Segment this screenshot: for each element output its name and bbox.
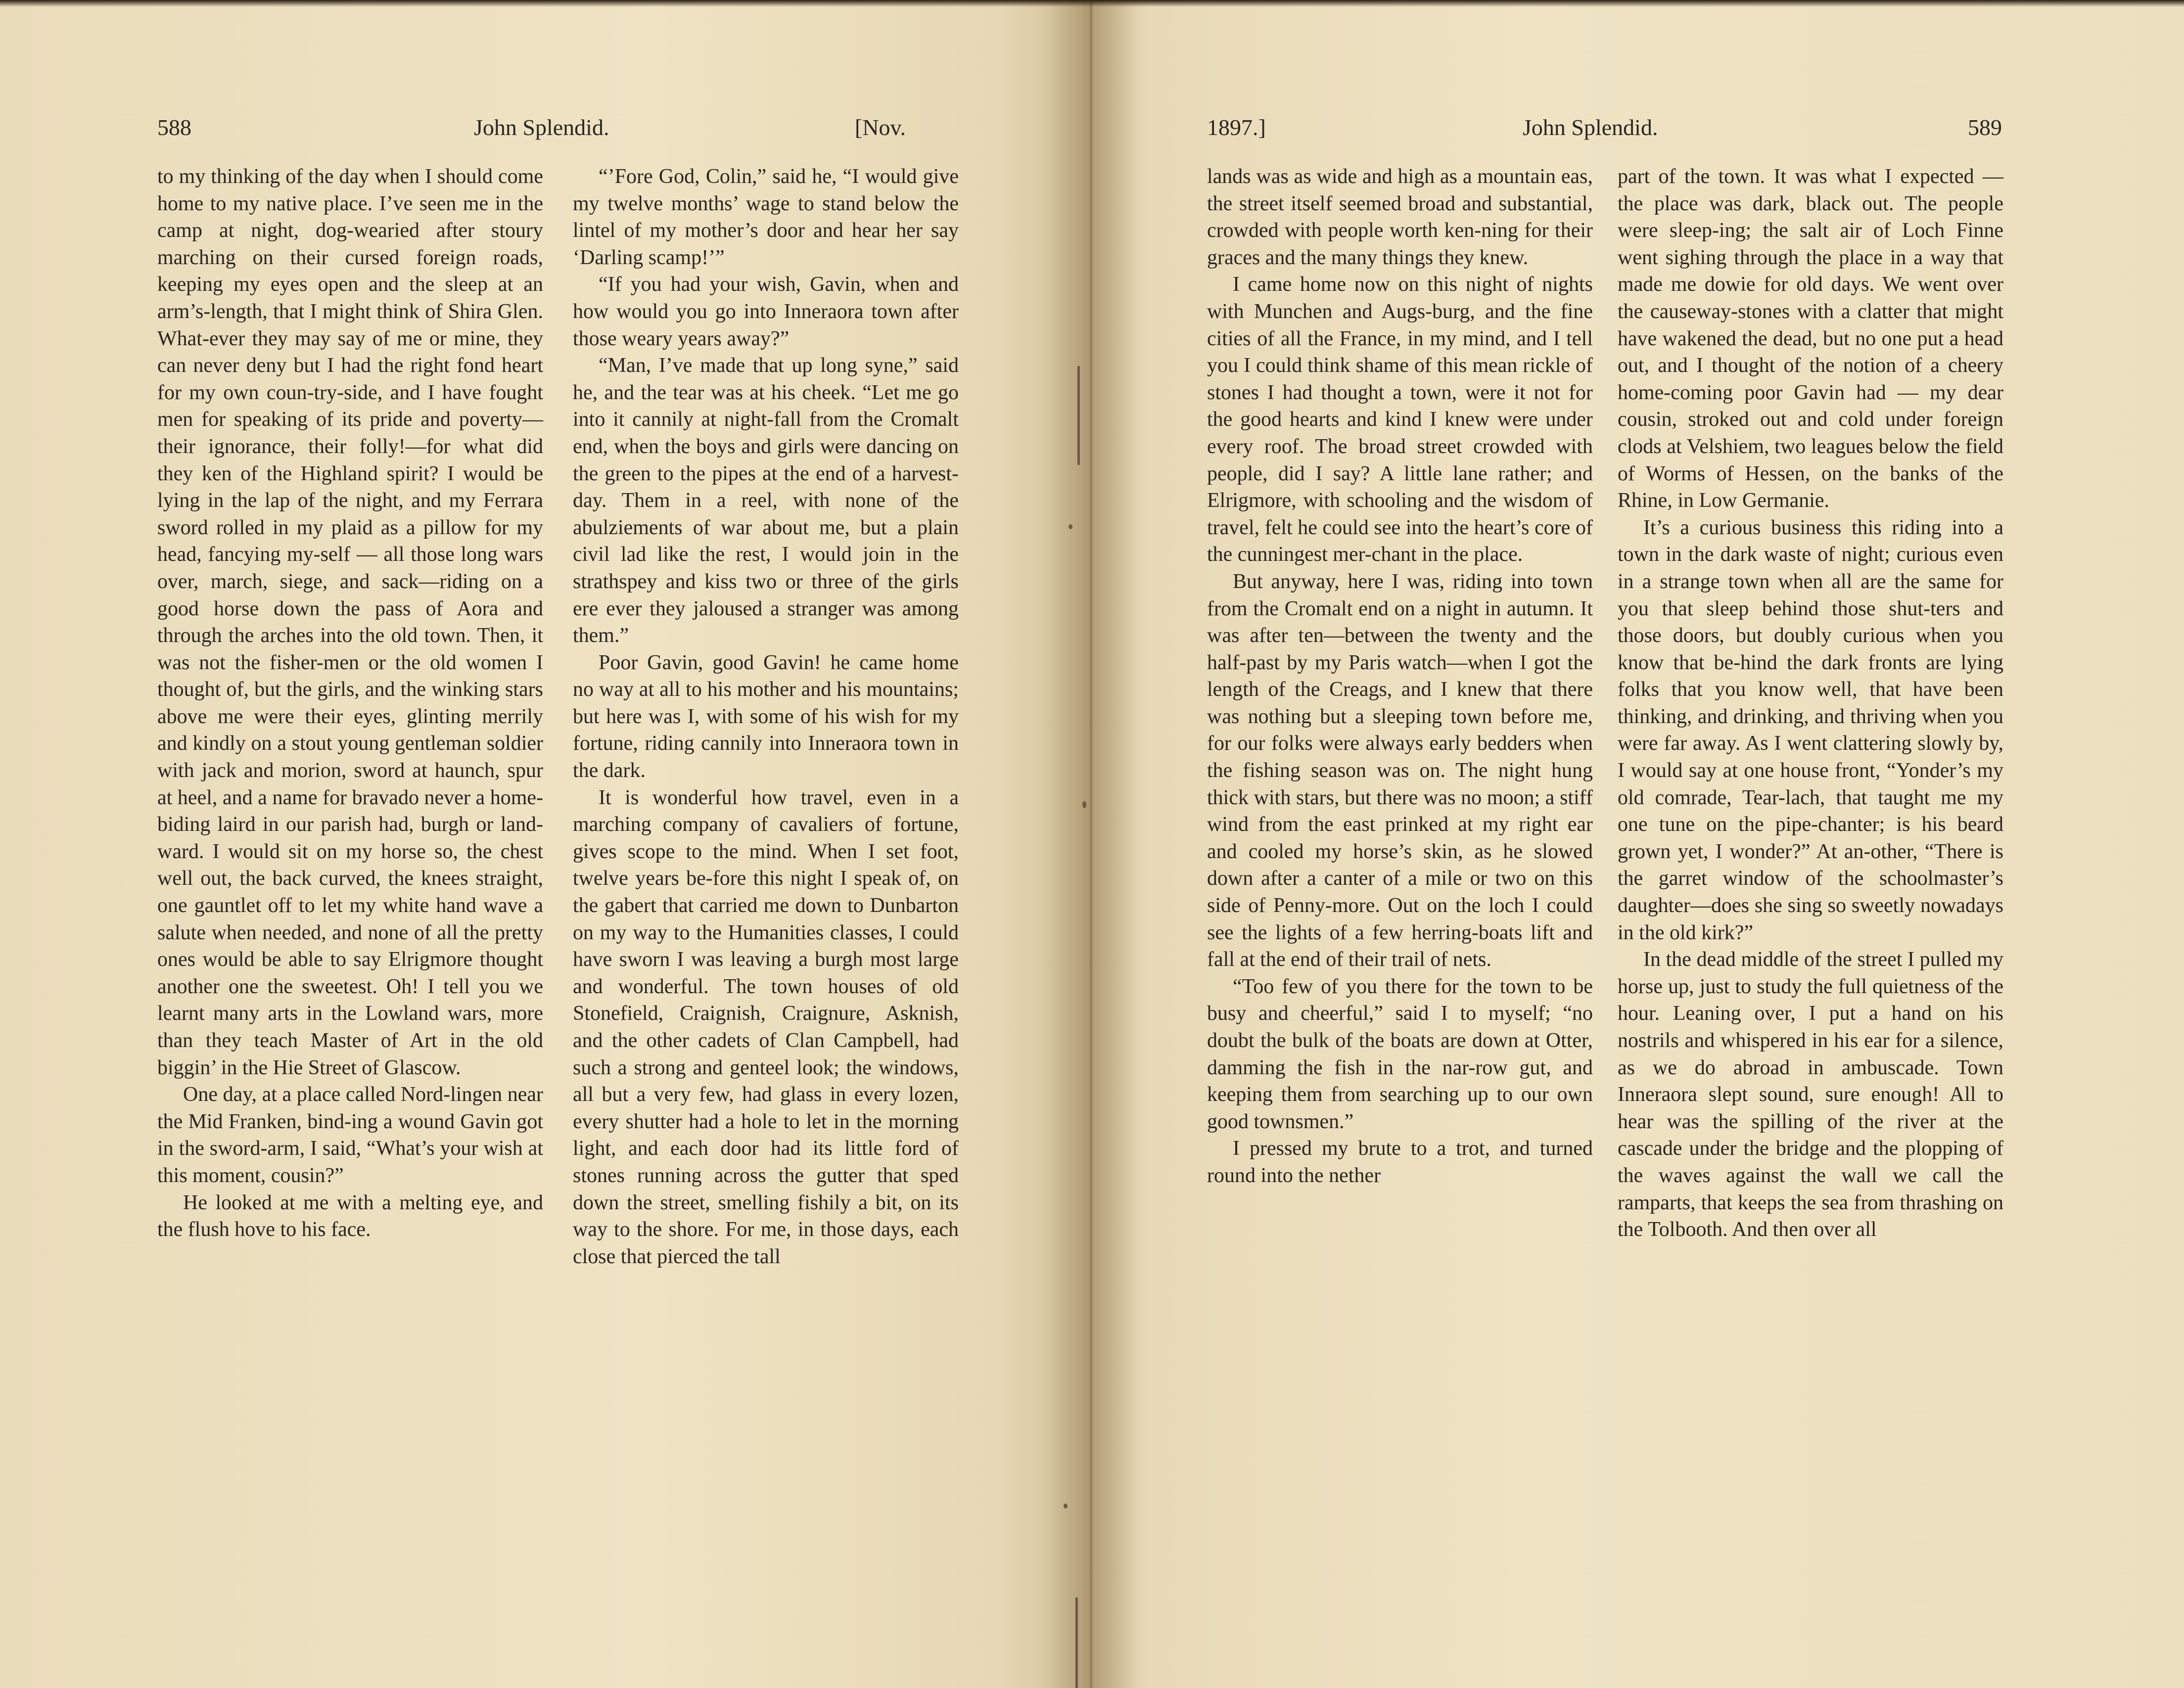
paragraph: I came home now on this night of nights with Munchen and Augs-burg, and the fine cities of all the France, in my mind, and I tell you I could think shame of this mean rickle of stones I had thought a town, were it not for the good hearts and kind I knew were under every roof. The broad street crowded with people, did I say? A little lane rather; and Elrigmore, with schooling and the wisdom of travel, felt he could see into the heart’s core of the cunningest mer-chant in the place.	[1207, 273, 1593, 566]
binding-thread-mark	[1075, 1597, 1078, 1688]
right-column-1	[1207, 163, 1593, 1189]
right-page	[1083, 0, 2184, 1688]
paragraph: “’Fore God, Colin,” said he, “I would give my twelve months’ wage to stand below the lintel of my mother’s door and hear her say ‘Darling scamp!’”	[573, 165, 959, 269]
paragraph: “Man, I’ve made that up long syne,” said he, and the tear was at his cheek. “Let me go into it cannily at night-fall from the Cromalt end, when the boys and girls were dancing on the green to the pipes at the end of a harvest-day. Them in a reel, with none of the abulziements of war about me, but a plain civil lad like the rest, I would join in the strathspey and kiss two or three of the girls ere ever they jaloused a stranger was among them.”	[573, 354, 959, 647]
right-page-number: 589	[1968, 115, 2002, 140]
page-top-edge	[0, 0, 2184, 7]
binding-dot-mark	[1064, 1504, 1068, 1508]
paragraph: “Too few of you there for the town to be busy and cheerful,” said I to myself; “no doubt the bulk of the boats are down at Otter, damming the fish in the nar-row gut, and keeping them from searching up to our own good townsmen.”	[1207, 975, 1593, 1133]
right-date-mark: 1897.]	[1207, 115, 1266, 140]
paragraph: It’s a curious business this riding into a town in the dark waste of night; curious even in a strange town when all are the same for you that sleep behind those shut-ters and those doors, but doubly curious when you know that be-hind the dark fronts are lying folks that you know well, that have been thinking, and drinking, and thriving when you were far away. As I went clattering slowly by, I would say at one house front, “Yonder’s my old comrade, Tear-lach, that taught me my one tune on the pipe-chanter; is his beard grown yet, I wonder?” At an-other, “There is the garret window of the schoolmaster’s daughter—does she sing so sweetly nowadays in the old kirk?”	[1618, 516, 2003, 944]
binding-thread-mark	[1077, 366, 1080, 465]
paragraph: part of the town. It was what I expected — the place was dark, black out. The people were sleep-ing; the salt air of Loch Finne went sighing through the place in a way that made me dowie for old days. We went over the causeway-stones with a clatter that might have wakened the dead, but no one put a head out, and I thought of the notion of a cheery home-coming poor Gavin had — my dear cousin, stroked out and cold under foreign clods at Velshiem, two leagues below the field of Worms of Hessen, on the banks of the Rhine, in Low Germanie.	[1618, 165, 2003, 512]
paragraph: It is wonderful how travel, even in a marching company of cavaliers of fortune, gives scope to the mind. When I set foot, twelve years be-fore this night I speak of, on the gabert that carried me down to Dunbarton on my way to the Humanities classes, I could have sworn I was leaving a burgh most large and wonderful. The town houses of old Stonefield, Craignish, Craignure, Asknish, and the other cadets of Clan Campbell, had such a strong and genteel look; the windows, all but a very few, had glass in every lozen, every shutter had a hole to let in the morning light, and each door had its little ford of stones running across the gutter that sped down the street, smelling fishily a bit, on its way to the shore. For me, in those days, each close that pierced the tall	[573, 786, 959, 1268]
binding-dot-mark	[1082, 801, 1086, 808]
left-column-1	[157, 163, 543, 1243]
book-gutter	[1044, 0, 1138, 1688]
left-column-2	[573, 163, 959, 1270]
left-page-number: 588	[157, 115, 191, 140]
paragraph: One day, at a place called Nord-lingen near the Mid Franken, bind-ing a wound Gavin got in the sword-arm, I said, “What’s your wish at this moment, cousin?”	[157, 1083, 543, 1187]
right-running-title: John Splendid.	[1523, 115, 1658, 140]
paragraph: In the dead middle of the street I pulled my horse up, just to study the full quietness of the hour. Leaning over, I put a hand on his nostrils and whispered in his ear for a silence, as we do abroad in ambuscade. Town Inneraora slept sound, sure enough! All to hear was the spilling of the river at the cascade under the bridge and the plopping of the waves against the wall we call the ramparts, that keeps the sea from thrashing on the Tolbooth. And then over all	[1618, 948, 2003, 1241]
right-column-2	[1618, 163, 2003, 1243]
left-date-mark: [Nov.	[855, 115, 906, 140]
paragraph: He looked at me with a melting eye, and the flush hove to his face.	[157, 1191, 543, 1241]
paragraph: lands was as wide and high as a mountain eas, the street itself seemed broad and substantial, crowded with people worth ken-ning for their graces and the many things they knew.	[1207, 165, 1593, 269]
paragraph: to my thinking of the day when I should come home to my native place. I’ve seen me in the camp at night, dog-wearied after stoury marching on their cursed foreign roads, keeping my eyes open and the sleep at an arm’s-length, that I might think of Shira Glen. What-ever they may say of me or mine, they can never deny but I had the right fond heart for my own coun-try-side, and I have fought men for speaking of its pride and poverty—their ignorance, their folly!—for what did they ken of the Highland spirit? I would be lying in the lap of the night, and my Ferrara sword rolled in my plaid as a pillow for my head, fancying my-self — all those long wars over, march, siege, and sack—riding on a good horse down the pass of Aora and through the arches into the old town. Then, it was not the fisher-men or the old women I thought of, but the girls, and the winking stars above me were their eyes, glinting merrily and kindly on a stout young gentleman soldier with jack and morion, sword at haunch, spur at heel, and a name for bravado never a home-biding laird in our parish had, burgh or land-ward. I would sit on my horse so, the chest well out, the back curved, the knees straight, one gauntlet off to let my white hand wave a salute when needed, and none of all the pretty ones would be able to say Elrigmore thought another one the sweetest. Oh! I tell you we learnt many arts in the Lowland wars, more than they teach Master of Art in the old biggin’ in the Hie Street of Glascow.	[157, 165, 543, 1079]
left-page	[0, 0, 1088, 1688]
paragraph: I pressed my brute to a trot, and turned round into the nether	[1207, 1137, 1593, 1187]
binding-dot-mark	[1069, 524, 1072, 529]
paragraph: Poor Gavin, good Gavin! he came home no way at all to his mother and his mountains; but here was I, with some of his wish for my fortune, riding cannily into Inneraora town in the dark.	[573, 651, 959, 782]
paragraph: But anyway, here I was, riding into town from the Cromalt end on a night in autumn. It was after ten—between the twenty and the half-past by my Paris watch—when I got the length of the Creags, and I knew that there was nothing but a sleeping town before me, for our folks were always early bedders when the fishing season was on. The night hung thick with stars, but there was no moon; a stiff wind from the east prinked at my right ear and cooled my horse’s skin, as he slowed down after a canter of a mile or two on this side of Penny-more. Out on the loch I could see the lights of a few herring-boats lift and fall at the end of their trail of nets.	[1207, 570, 1593, 971]
left-running-title: John Splendid.	[474, 115, 609, 140]
paragraph: “If you had your wish, Gavin, when and how would you go into Inneraora town after those weary years away?”	[573, 273, 959, 350]
